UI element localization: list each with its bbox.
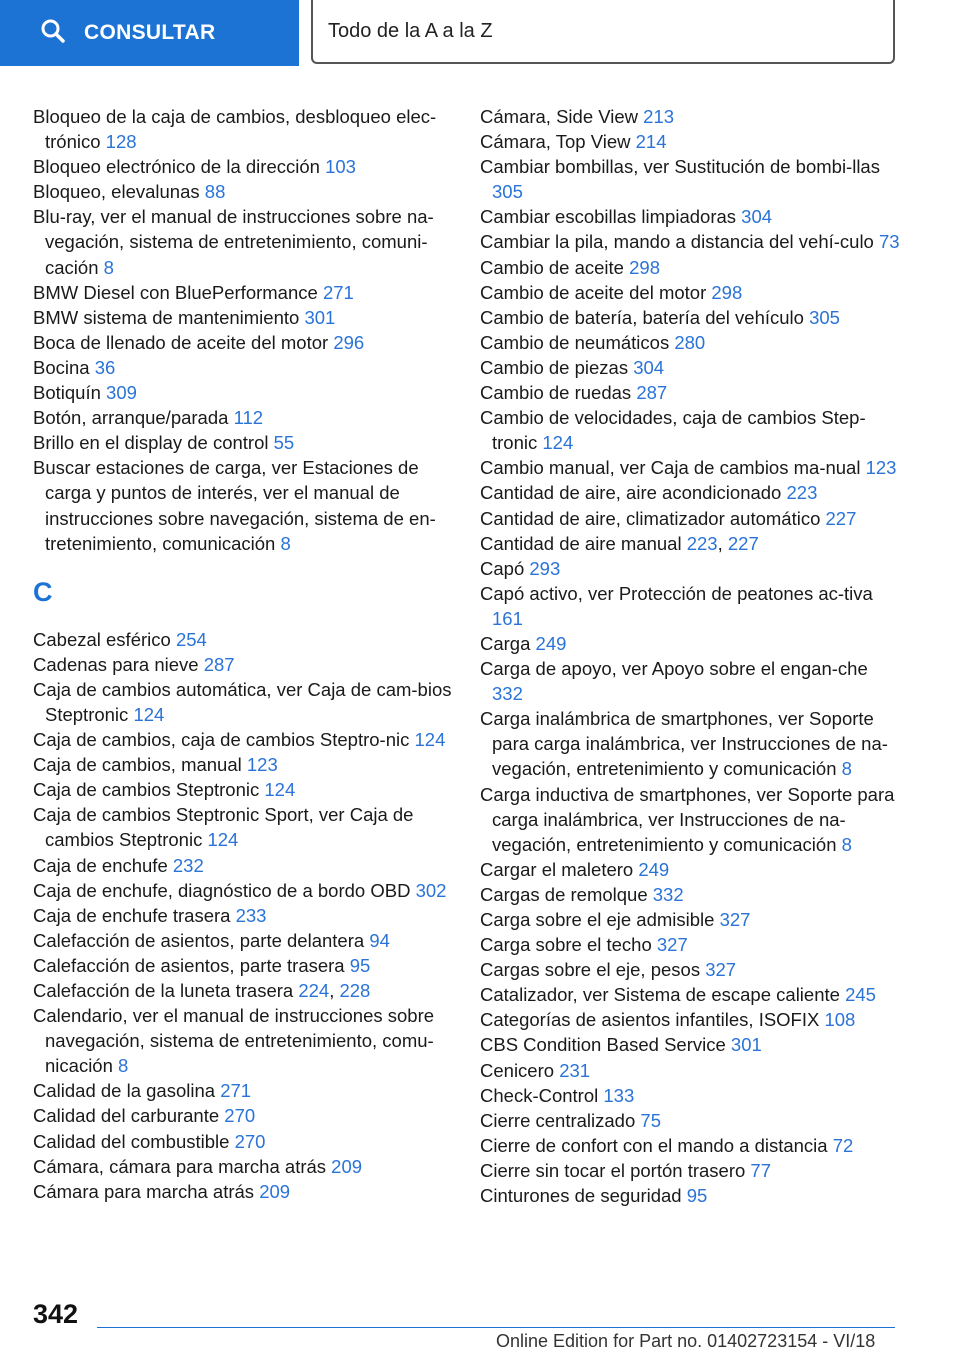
index-entry-text: Cargas sobre el eje, pesos <box>480 959 706 981</box>
index-entry-text: Cantidad de aire, aire acondicionado <box>480 482 787 504</box>
index-entry <box>480 204 900 229</box>
page-link[interactable]: 36 <box>94 356 116 378</box>
index-entry <box>480 556 900 581</box>
page-link[interactable]: 271 <box>220 1080 252 1102</box>
page-link[interactable]: 123 <box>865 457 897 479</box>
page-link[interactable]: 296 <box>333 331 365 353</box>
index-entry-text: Caja de cambios Steptronic Sport, ver Caja de cambios Steptronic <box>33 804 414 851</box>
index-entry-text: Calefacción de asientos, parte delantera <box>33 929 370 951</box>
index-entry-text: BMW sistema de mantenimiento <box>33 306 305 328</box>
page-link[interactable]: 287 <box>203 653 235 675</box>
index-entry-text: Caja de cambios, manual <box>33 754 247 776</box>
index-entry-text: Brillo en el display de control <box>33 432 274 454</box>
index-entry: Calefacción de la luneta trasera 224, 228 <box>33 980 371 1001</box>
page-link[interactable]: 223 <box>686 532 718 554</box>
index-entry-text: Cambio de velocidades, caja de cambios Step‐tronic <box>480 407 866 454</box>
index-entry-text: Cambio de batería, batería del vehículo <box>480 306 810 328</box>
index-entry <box>33 1103 453 1128</box>
page-link[interactable]: 95 <box>686 1185 708 1207</box>
index-entry-text: Calendario, ver el manual de instrucciones sobre navegación, sistema de entretenimiento, comu‐nicación <box>33 1005 435 1077</box>
page-link[interactable]: 73 <box>879 231 900 253</box>
index-entry <box>480 480 900 505</box>
index-entry-text: Carga inalámbrica de smartphones, ver Soporte para carga inalámbrica, ver Instrucciones de na‐vegación, entretenimiento y comunicación <box>480 708 888 780</box>
page-link[interactable]: 72 <box>832 1134 854 1156</box>
index-entry-text: Carga sobre el eje admisible <box>480 909 720 930</box>
index-entry <box>33 727 453 752</box>
page-link[interactable]: 332 <box>492 683 523 705</box>
index-entry <box>33 652 453 677</box>
consultar-button[interactable] <box>0 0 299 66</box>
index-entry-text: Caja de enchufe trasera <box>33 904 236 926</box>
index-entry-text: Cambio de aceite del motor <box>480 281 712 303</box>
page-link[interactable]: 227 <box>727 532 759 554</box>
page-link[interactable]: 124 <box>207 829 239 851</box>
index-entry-text: Calidad de la gasolina <box>33 1080 221 1102</box>
page-link[interactable]: 103 <box>325 156 356 178</box>
index-entry <box>33 280 453 305</box>
index-entry-text: Calefacción de la luneta trasera <box>33 980 299 1001</box>
page-link[interactable]: 249 <box>535 632 567 654</box>
index-entry-text: Cantidad de aire, climatizador automático <box>480 507 826 529</box>
page-link[interactable]: 271 <box>322 281 354 303</box>
index-entry <box>480 1007 900 1032</box>
index-entry <box>480 581 900 631</box>
page-link[interactable]: 214 <box>635 131 667 153</box>
index-entry-text: Cambiar la pila, mando a distancia del vehí‐culo <box>480 231 879 253</box>
index-entry <box>480 1108 900 1133</box>
index-entry-text: Bloqueo electrónico de la dirección <box>33 156 326 178</box>
page-link[interactable]: 293 <box>529 557 561 579</box>
index-entry <box>33 1003 453 1078</box>
index-entry <box>480 1083 900 1108</box>
index-entry-text: Bloqueo de la caja de cambios, desbloqueo elec‐trónico <box>33 106 437 153</box>
index-entry <box>33 380 453 405</box>
index-entry-text: Calefacción de asientos, parte trasera <box>33 954 350 976</box>
page-link[interactable]: 298 <box>629 256 660 278</box>
page-link[interactable]: 75 <box>640 1109 661 1131</box>
page-link[interactable]: 88 <box>204 181 226 203</box>
index-entry-text: Cargar el maletero <box>480 858 639 880</box>
page-link[interactable]: 245 <box>845 984 876 1006</box>
page-link[interactable]: 301 <box>730 1034 762 1056</box>
page-number: 342 <box>33 1299 79 1329</box>
index-entry <box>33 928 453 953</box>
page-link[interactable]: 8 <box>103 256 114 278</box>
index-entry-text: Caja de cambios Steptronic <box>33 779 265 801</box>
page-link[interactable]: 280 <box>674 331 706 353</box>
index-entry <box>480 857 900 882</box>
section-letter: C <box>33 576 53 607</box>
page-link[interactable]: 249 <box>638 858 670 880</box>
index-entry <box>33 430 453 455</box>
index-entry <box>480 506 900 531</box>
index-entry <box>33 953 453 978</box>
page-link[interactable]: 304 <box>633 356 665 378</box>
index-entry <box>33 802 453 852</box>
page-link[interactable]: 309 <box>106 382 137 404</box>
index-entry <box>480 154 900 204</box>
index-entry <box>33 1154 453 1179</box>
page-link[interactable]: 161 <box>492 607 523 629</box>
index-entry-text: Cantidad de aire manual <box>480 532 687 554</box>
index-entry-text: Cambio de ruedas <box>480 382 637 404</box>
index-entry-text: Cambio de piezas <box>480 356 634 378</box>
index-entry <box>33 204 453 279</box>
index-entry-text: Caja de cambios automática, ver Caja de cam‐bios Steptronic <box>33 678 452 725</box>
index-entry <box>33 677 453 727</box>
index-column-right <box>480 104 900 1208</box>
index-entry <box>480 455 900 480</box>
index-entry-text: Cargas de remolque <box>480 883 653 905</box>
index-entry <box>480 882 900 907</box>
page-link[interactable]: 233 <box>235 904 267 926</box>
index-entry <box>33 878 453 903</box>
index-entry <box>480 380 900 405</box>
page-link[interactable]: 304 <box>741 206 773 228</box>
page-link[interactable]: 231 <box>559 1059 591 1081</box>
index-entry <box>480 1133 900 1158</box>
page-link[interactable]: 77 <box>750 1159 771 1181</box>
index-entry <box>480 932 900 957</box>
page-link[interactable]: 124 <box>264 779 296 801</box>
page-link[interactable]: 8 <box>841 758 852 780</box>
page-link[interactable]: 327 <box>656 934 688 956</box>
index-entry-text: Carga inductiva de smartphones, ver Soporte para carga inalámbrica, ver Instrucciones de na‐vegación, entretenimiento y comunicación <box>480 783 895 855</box>
index-entry-text: Caja de cambios, caja de cambios Steptro‐nic <box>33 729 415 751</box>
index-entry <box>33 179 453 204</box>
page-link[interactable]: 123 <box>246 754 278 776</box>
index-entry-text: Boca de llenado de aceite del motor <box>33 331 334 353</box>
page-link[interactable]: 327 <box>719 909 751 930</box>
index-entry <box>480 255 900 280</box>
tab-todo-a-z[interactable] <box>311 0 895 64</box>
page-link[interactable]: 8 <box>280 532 291 554</box>
page-link[interactable]: 8 <box>118 1055 129 1077</box>
page-link[interactable]: 302 <box>415 879 447 901</box>
page-link[interactable]: 128 <box>105 131 137 153</box>
page-link[interactable]: 124 <box>414 729 446 751</box>
index-entry-text: Cinturones de seguridad <box>480 1185 687 1207</box>
search-icon <box>40 18 66 49</box>
index-entry <box>480 104 900 129</box>
index-entry <box>33 752 453 777</box>
page-link[interactable]: 228 <box>339 980 371 1001</box>
index-entry <box>480 129 900 154</box>
index-entry-text: Caja de enchufe, diagnóstico de a bordo OBD <box>33 879 416 901</box>
index-entry-text: Categorías de asientos infantiles, ISOFIX <box>480 1009 825 1031</box>
index-entry-text: Bocina <box>33 356 95 378</box>
index-entry <box>480 782 900 857</box>
index-entry <box>480 305 900 330</box>
index-entry-text: Check-Control <box>480 1084 604 1106</box>
index-entry <box>33 853 453 878</box>
index-entry <box>33 305 453 330</box>
page-link[interactable]: 55 <box>273 432 295 454</box>
index-entry-text: Carga de apoyo, ver Apoyo sobre el engan‐che <box>480 658 868 680</box>
page-link[interactable]: 305 <box>492 181 523 203</box>
index-column-left <box>33 104 453 1204</box>
index-entry <box>33 330 453 355</box>
index-entry <box>480 982 900 1007</box>
index-entry <box>480 631 900 656</box>
index-entry <box>480 706 900 781</box>
index-entry-text: Caja de enchufe <box>33 854 173 876</box>
index-entry <box>33 154 453 179</box>
index-entry-text: Blu-ray, ver el manual de instrucciones sobre na‐vegación, sistema de entretenimiento, comuni‐cación <box>33 206 434 278</box>
index-entry-text: Calidad del combustible <box>33 1130 235 1152</box>
index-entry <box>33 1129 453 1154</box>
index-entry <box>33 777 453 802</box>
index-entry: Cantidad de aire manual 223, 227 <box>480 532 759 554</box>
index-entry <box>480 229 900 254</box>
page-link[interactable]: 327 <box>705 959 737 981</box>
index-entry-text: Carga <box>480 632 536 654</box>
index-entry-text: Cámara para marcha atrás <box>33 1180 260 1202</box>
index-entry-text: Botón, arranque/parada <box>33 407 234 429</box>
index-entry-text: Cierre sin tocar el portón trasero <box>480 1159 751 1181</box>
index-entry-text: BMW Diesel con BluePerformance <box>33 281 323 303</box>
page-link[interactable]: 287 <box>636 382 668 404</box>
index-entry <box>480 330 900 355</box>
index-entry-text: Carga sobre el techo <box>480 934 657 956</box>
index-entry <box>480 1058 900 1083</box>
footer-edition: Online Edition for Part no. 01402723154 - VI/18 <box>496 1331 876 1351</box>
page-link[interactable]: 124 <box>542 432 574 454</box>
index-entry <box>480 1183 900 1208</box>
page-link[interactable]: 124 <box>133 703 165 725</box>
index-entry-text: Cambiar bombillas, ver Sustitución de bombi‐llas <box>480 156 880 178</box>
index-entry <box>33 903 453 928</box>
index-entry <box>33 1078 453 1103</box>
index-entry <box>33 405 453 430</box>
index-entry-text: Cambio de neumáticos <box>480 331 675 353</box>
page-link[interactable]: 94 <box>369 929 390 951</box>
tab-label: Todo de la A a la Z <box>328 19 493 42</box>
index-entry <box>480 957 900 982</box>
index-entry-text: Cierre de confort con el mando a distancia <box>480 1134 833 1156</box>
index-entry <box>480 405 900 455</box>
page-link[interactable]: 270 <box>224 1105 256 1127</box>
index-entry-text: Capó <box>480 557 530 579</box>
index-entry-text: CBS Condition Based Service <box>480 1034 731 1056</box>
page-link[interactable]: 223 <box>786 482 818 504</box>
index-entry-text: Cadenas para nieve <box>33 653 204 675</box>
page-link[interactable]: 305 <box>809 306 840 328</box>
page-link[interactable]: 270 <box>234 1130 266 1152</box>
index-entry-text: Buscar estaciones de carga, ver Estaciones de carga y puntos de interés, ver el manual de instrucciones sobre navegación, sistema de en‐tretenimiento, comunicación <box>33 457 436 554</box>
consultar-label: CONSULTAR <box>84 21 216 44</box>
index-entry-text: Cámara, cámara para marcha atrás <box>33 1155 332 1177</box>
page-link[interactable]: 108 <box>824 1009 856 1031</box>
page-link[interactable]: 133 <box>603 1084 635 1106</box>
index-entry-text: Catalizador, ver Sistema de escape caliente <box>480 984 846 1006</box>
index-entry-text: Cambio manual, ver Caja de cambios ma‐nual <box>480 457 866 479</box>
index-entry <box>480 656 900 706</box>
index-entry <box>33 1179 453 1204</box>
page-link[interactable]: 227 <box>825 507 857 529</box>
index-entry <box>480 907 900 932</box>
index-entry-text: Capó activo, ver Protección de peatones ac‐tiva <box>480 582 873 604</box>
page-link[interactable]: 95 <box>349 954 371 976</box>
index-entry-text: Cierre centralizado <box>480 1109 641 1131</box>
page-link[interactable]: 112 <box>233 407 264 429</box>
page-link[interactable]: 254 <box>175 628 207 650</box>
index-entry <box>480 1158 900 1183</box>
index-entry <box>33 104 453 154</box>
page-link[interactable]: 209 <box>259 1180 291 1202</box>
index-entry <box>33 455 453 555</box>
page-link[interactable]: 232 <box>172 854 204 876</box>
index-entry-text: Cenicero <box>480 1059 560 1081</box>
page-link[interactable]: 332 <box>652 883 684 905</box>
page-link[interactable]: 8 <box>841 833 852 855</box>
page-link[interactable]: 298 <box>711 281 743 303</box>
index-entry <box>33 627 453 652</box>
index-entry-text: Cámara, Top View <box>480 131 636 153</box>
index-entry-text: Bloqueo, elevalunas <box>33 181 205 203</box>
page-link[interactable]: 209 <box>331 1155 363 1177</box>
index-entry-text: Cambio de aceite <box>480 256 630 278</box>
page-link[interactable]: 301 <box>304 306 336 328</box>
index-entry-text: Cambiar escobillas limpiadoras <box>480 206 742 228</box>
index-entry-text: Cámara, Side View <box>480 106 644 127</box>
index-entry <box>480 355 900 380</box>
index-entry-text: Calidad del carburante <box>33 1105 225 1127</box>
index-entry-text: Cabezal esférico <box>33 628 176 650</box>
index-entry <box>480 280 900 305</box>
page-link[interactable]: 224 <box>298 980 330 1001</box>
index-entry <box>480 1032 900 1057</box>
page-link[interactable]: 213 <box>643 106 675 127</box>
footer-divider <box>97 1327 895 1328</box>
index-entry-text: Botiquín <box>33 382 107 404</box>
index-entry <box>33 355 453 380</box>
